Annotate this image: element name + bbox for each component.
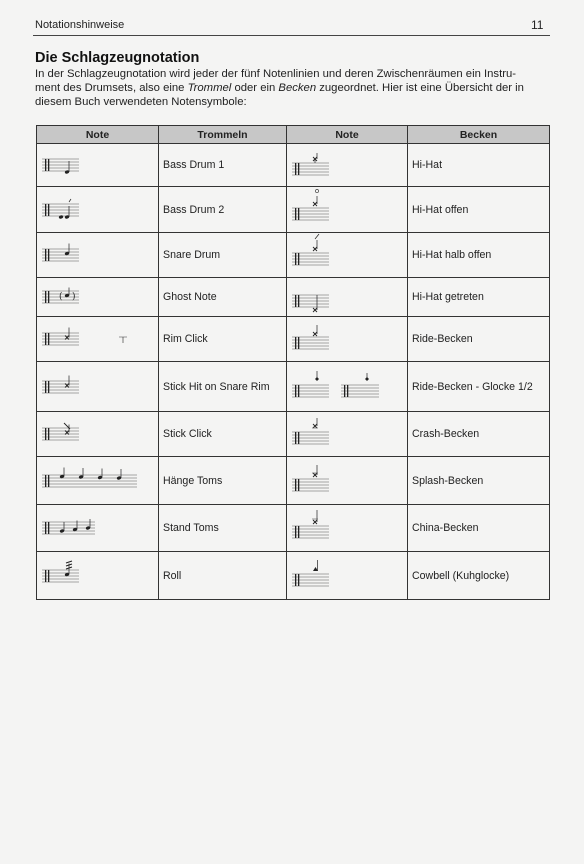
bass-drum-2-notation-icon [37, 187, 158, 232]
cymbal-name: Ride-Becken - Glocke 1/2 [408, 362, 550, 412]
staff-lines [42, 204, 79, 216]
table-row [37, 552, 550, 600]
cymbal-name: Hi-Hat getreten [408, 278, 550, 317]
notation-table [36, 125, 550, 600]
intro-line-2: ment des Drumsets, also eine Trommel oder ein Becken zugeordnet. Hier ist eine Übersicht der in [35, 82, 524, 95]
header-cymbals: Becken [408, 126, 550, 144]
staff-lines [42, 428, 79, 440]
drum-name: Stand Toms [159, 505, 287, 552]
staff-lines [292, 432, 329, 444]
hi-hat-pedal-notation-icon [287, 278, 407, 316]
staff-lines [292, 385, 329, 397]
staff-lines [292, 526, 329, 538]
table-row [37, 187, 550, 233]
intro-line-1: In der Schlagzeugnotation wird jeder der fünf Notenlinien und deren Zwischenräumen ein Instru- [35, 68, 517, 80]
staff-lines [42, 333, 79, 345]
cymbal-name: Splash-Becken [408, 457, 550, 505]
cymbal-name: Crash-Becken [408, 412, 550, 457]
staff-lines [292, 479, 329, 491]
staff-lines [341, 385, 379, 397]
drum-notation-cell [37, 278, 159, 317]
drum-notation-cell [37, 233, 159, 278]
header-note-drums: Note [37, 126, 159, 144]
drum-name: Bass Drum 2 [159, 187, 287, 233]
cymbal-notation-cell [287, 187, 408, 233]
table-header-row [37, 126, 550, 144]
drum-name: Snare Drum [159, 233, 287, 278]
stick-click-notation-icon [37, 412, 158, 456]
table-row [37, 233, 550, 278]
table-row [37, 412, 550, 457]
drum-notation-cell [37, 505, 159, 552]
splash-cymbal-notation-icon [287, 457, 407, 504]
cymbal-notation-cell [287, 362, 408, 412]
cymbal-notation-cell [287, 233, 408, 278]
staff-lines [42, 249, 79, 261]
cymbal-name: Cowbell (Kuhglocke) [408, 552, 550, 600]
page-number: 11 [531, 18, 544, 32]
table-row [37, 278, 550, 317]
cymbal-notation-cell [287, 505, 408, 552]
hi-hat-open-notation-icon [287, 187, 407, 232]
staff-lines [42, 475, 137, 487]
roll-notation-icon [37, 552, 158, 599]
drum-name: Stick Click [159, 412, 287, 457]
svg-text:(: ( [59, 292, 63, 302]
snare-drum-notation-icon [37, 233, 158, 277]
section-title: Die Schlagzeugnotation [35, 50, 200, 66]
drum-notation-cell [37, 457, 159, 505]
ride-cymbal-notation-icon [287, 317, 407, 361]
table-row [37, 317, 550, 362]
staff-lines [292, 208, 329, 220]
staff-lines [42, 570, 79, 582]
running-title: Notationshinweise [35, 19, 125, 31]
table-row [37, 505, 550, 552]
cymbal-notation-cell [287, 278, 408, 317]
drum-name: Bass Drum 1 [159, 144, 287, 187]
drum-name: Ghost Note [159, 278, 287, 317]
cowbell-notation-icon [287, 552, 407, 599]
cymbal-notation-cell [287, 457, 408, 505]
hi-hat-notation-icon [287, 144, 407, 186]
drum-notation-cell [37, 362, 159, 412]
drum-notation-cell [37, 144, 159, 187]
intro-line-3: diesem Buch verwendeten Notensymbole: [35, 96, 247, 109]
cymbal-notation-cell [287, 144, 408, 187]
header-rule [33, 35, 550, 36]
cymbal-name: Hi-Hat offen [408, 187, 550, 233]
cymbal-notation-cell [287, 317, 408, 362]
staff-lines [292, 253, 329, 265]
bass-drum-1-notation-icon [37, 144, 158, 186]
cymbal-name: Ride-Becken [408, 317, 550, 362]
floor-toms-notation-icon [37, 505, 158, 551]
staff-lines [292, 163, 329, 175]
drum-name: Roll [159, 552, 287, 600]
ghost-note-notation-icon [37, 278, 158, 316]
cymbal-name: Hi-Hat [408, 144, 550, 187]
rack-toms-notation-icon [37, 457, 158, 504]
cymbal-name: China-Becken [408, 505, 550, 552]
drum-name: Stick Hit on Snare Rim [159, 362, 287, 412]
staff-lines [292, 295, 329, 307]
table-row [37, 457, 550, 505]
hi-hat-half-open-notation-icon [287, 233, 407, 277]
drum-name: Hänge Toms [159, 457, 287, 505]
cymbal-name: Hi-Hat halb offen [408, 233, 550, 278]
stick-hit-snare-rim-notation-icon [37, 362, 158, 411]
rim-click-notation-icon [37, 317, 158, 361]
staff-lines [42, 381, 79, 393]
svg-text:): ) [72, 292, 76, 302]
header-note-cymbals: Note [287, 126, 408, 144]
header-drums: Trommeln [159, 126, 287, 144]
staff-lines [292, 574, 329, 586]
drum-notation-cell [37, 412, 159, 457]
cymbal-notation-cell [287, 552, 408, 600]
table-row [37, 362, 550, 412]
drum-notation-cell [37, 317, 159, 362]
table-row [37, 144, 550, 187]
drum-notation-cell [37, 187, 159, 233]
staff-lines [42, 159, 79, 171]
drum-notation-cell [37, 552, 159, 600]
intro-paragraph [35, 67, 550, 110]
crash-cymbal-notation-icon [287, 412, 407, 456]
staff-lines [292, 337, 329, 349]
china-cymbal-notation-icon [287, 505, 407, 551]
ride-bell-notation-icon [287, 362, 407, 411]
drum-name: Rim Click [159, 317, 287, 362]
cymbal-notation-cell [287, 412, 408, 457]
